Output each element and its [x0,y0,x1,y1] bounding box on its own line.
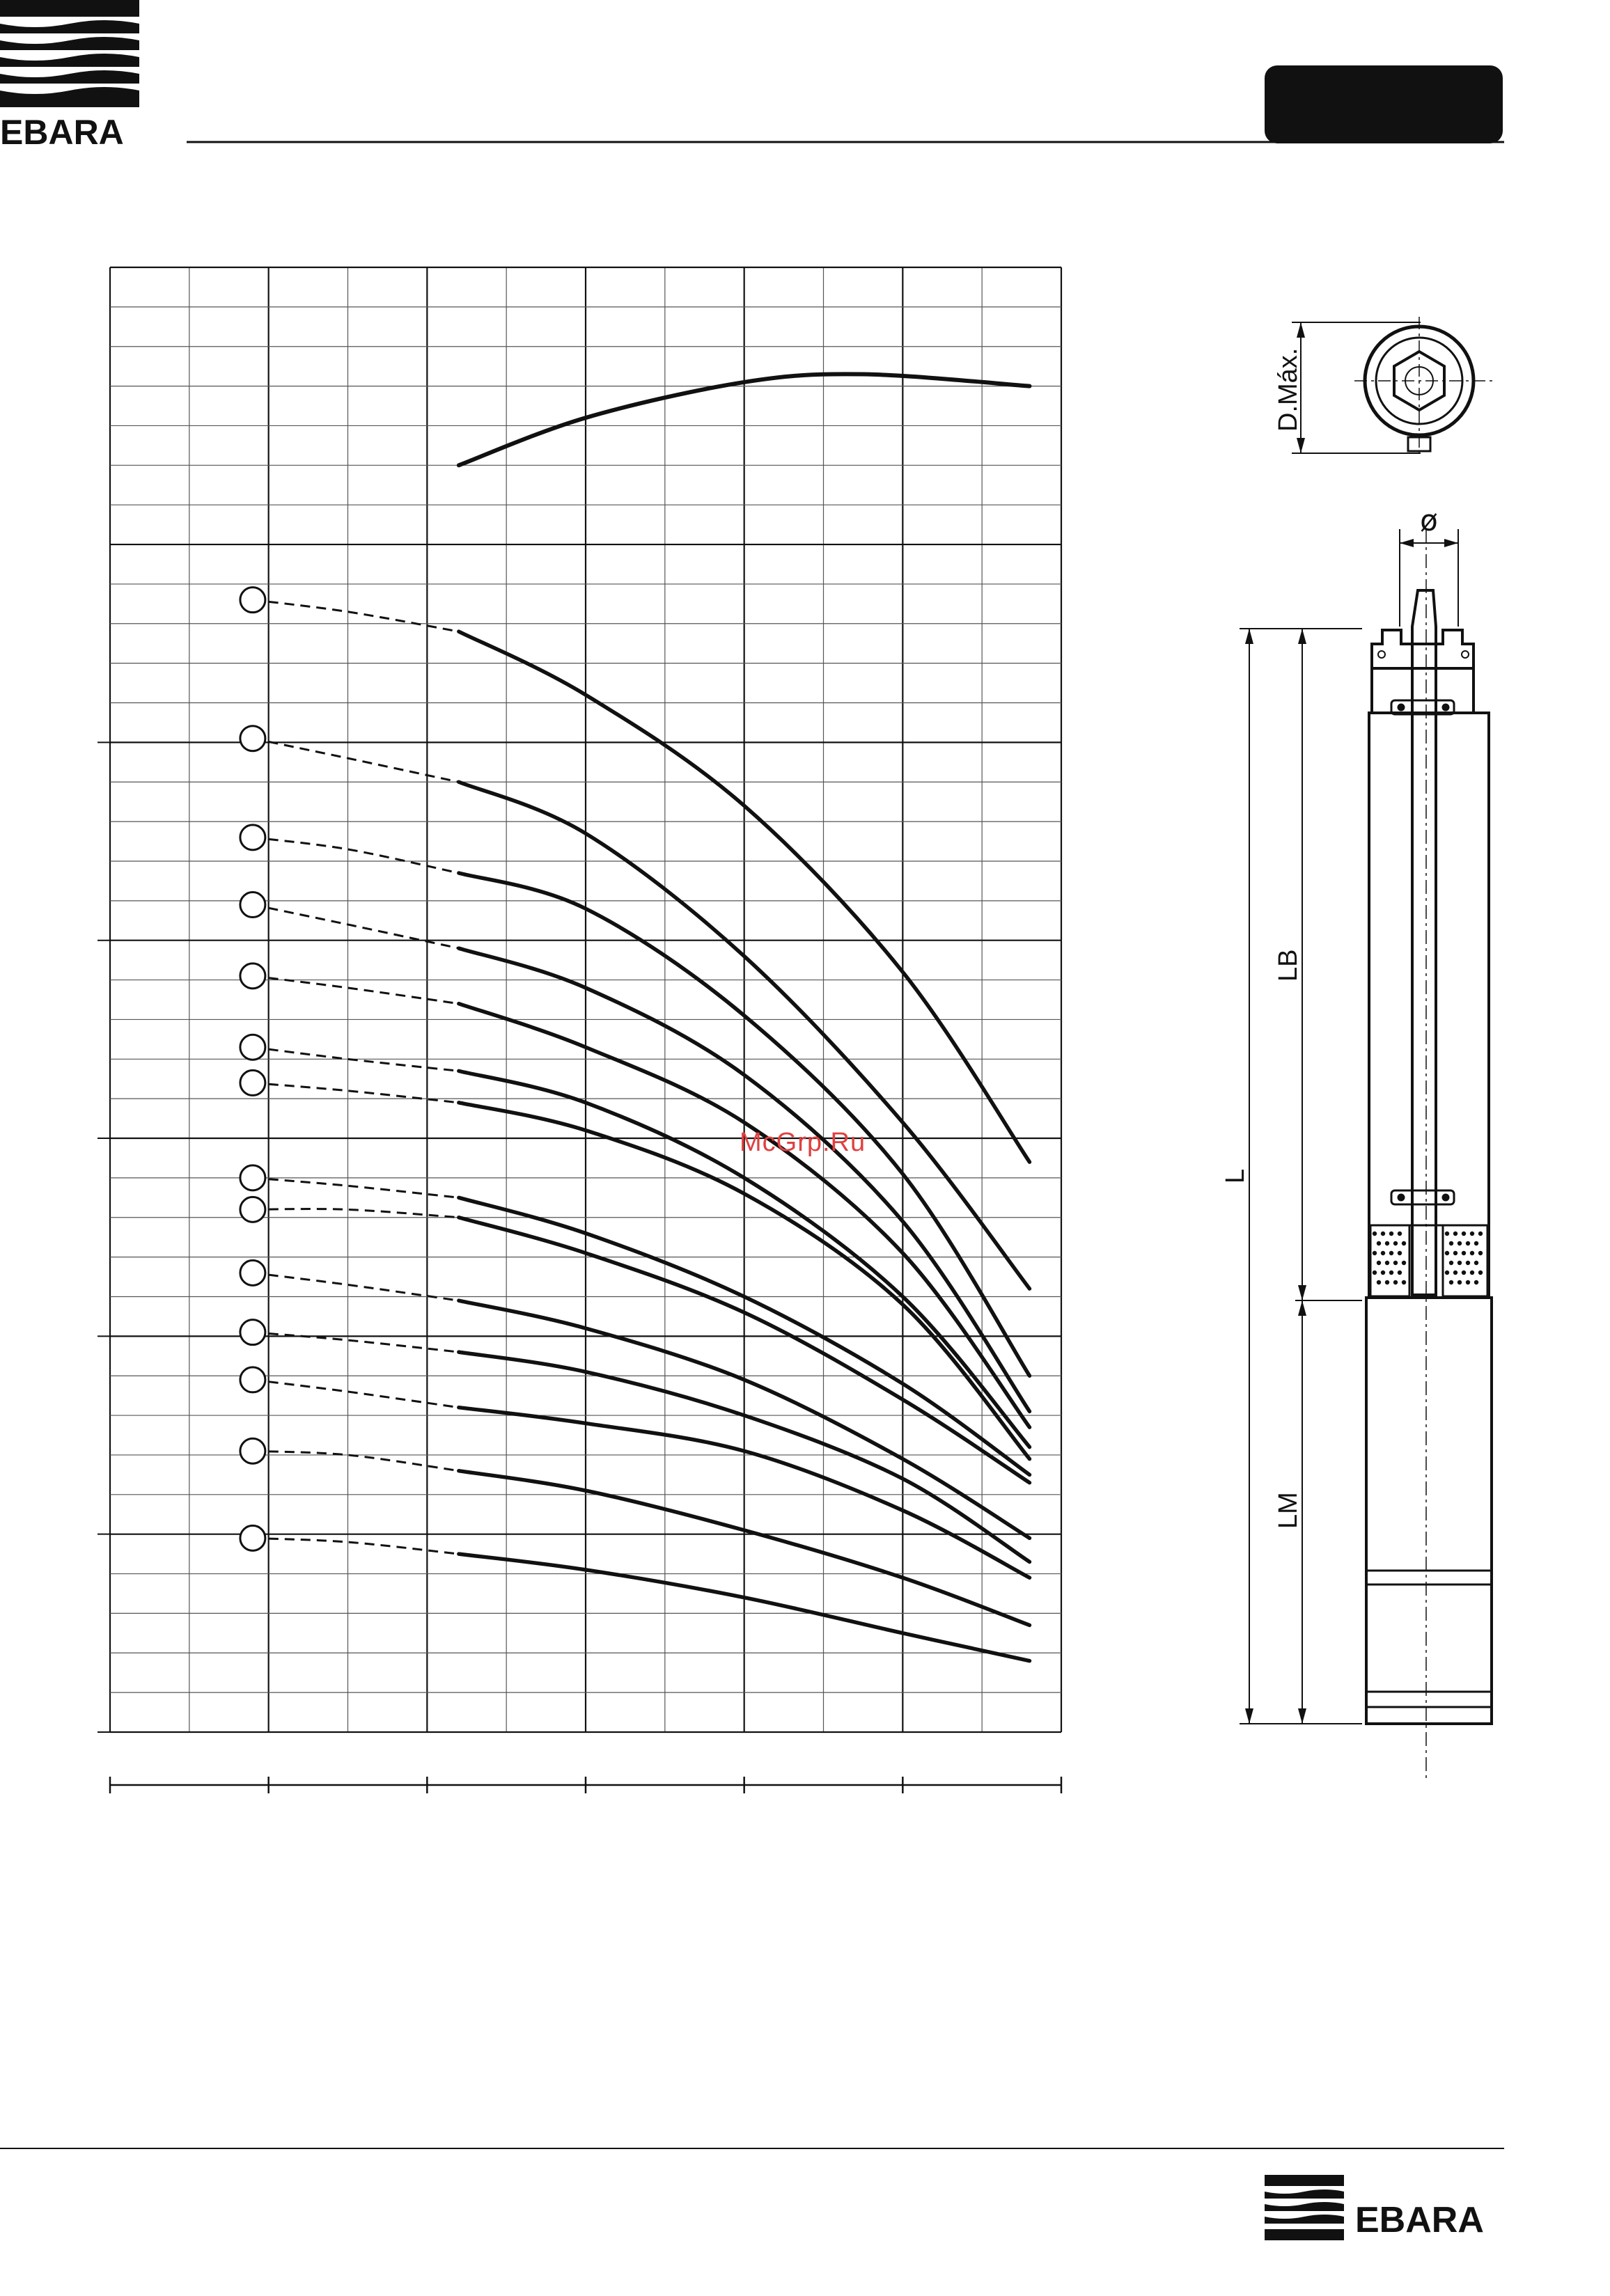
screen-hole [1402,1261,1406,1265]
screen-hole [1449,1261,1453,1265]
head-curve-dashed-12 [253,1380,459,1408]
screen-hole [1445,1232,1449,1236]
screen-hole [1453,1251,1457,1255]
screen-hole [1381,1271,1385,1275]
curve-marker-3 [240,825,265,850]
curve-marker-5 [240,964,265,989]
pump-side-view [1366,529,1492,1782]
screen-hole [1474,1261,1478,1265]
pump-top-view [1292,317,1494,453]
screen-hole [1377,1241,1381,1245]
screen-hole [1478,1251,1483,1255]
screen-hole [1462,1251,1466,1255]
curve-marker-8 [240,1165,265,1190]
screen-hole [1474,1241,1478,1245]
screen-hole [1478,1271,1483,1275]
curve-marker-12 [240,1367,265,1392]
head-curve-dashed-4 [253,905,459,949]
head-curve-dashed-14 [253,1538,459,1554]
screen-hole [1466,1261,1470,1265]
curve-marker-4 [240,893,265,918]
screen-hole [1457,1280,1462,1284]
head-curve-dashed-9 [253,1209,459,1218]
pump-length-dimensions [1240,629,1362,1724]
screen-hole [1381,1232,1385,1236]
ebara-footer-logo-mark [1265,2175,1344,2240]
screen-hole [1393,1280,1398,1284]
screen-hole [1462,1232,1466,1236]
curve-marker-14 [240,1525,265,1550]
dim-label-lm: LM [1274,1492,1303,1529]
screen-hole [1389,1251,1393,1255]
screen-hole [1474,1280,1478,1284]
screen-hole [1449,1241,1453,1245]
screen-hole [1449,1280,1453,1284]
curve-marker-2 [240,726,265,751]
dim-label-diameter: ø [1420,503,1438,537]
head-curve-dashed-3 [253,838,459,873]
header-tab [1265,65,1503,143]
screen-hole [1466,1241,1470,1245]
footer-logo [1265,2175,1484,2240]
footer-logo-text: EBARA [1355,2200,1484,2240]
curve-marker-6 [240,1035,265,1060]
screen-hole [1462,1271,1466,1275]
screen-hole [1398,1232,1402,1236]
dim-label-lb: LB [1274,949,1303,982]
curve-marker-10 [240,1260,265,1285]
screen-hole [1470,1251,1474,1255]
screen-hole [1402,1241,1406,1245]
screen-hole [1453,1271,1457,1275]
screen-hole [1445,1251,1449,1255]
curve-marker-9 [240,1197,265,1222]
screen-hole [1457,1241,1462,1245]
screen-hole [1385,1261,1389,1265]
chart-grid [97,267,1061,1793]
screen-hole [1377,1261,1381,1265]
screen-hole [1470,1232,1474,1236]
screen-hole [1457,1261,1462,1265]
screen-hole [1445,1271,1449,1275]
screen-hole [1398,1271,1402,1275]
ebara-logo-mark [0,0,139,107]
chart-markers [240,588,265,1551]
head-curve-dashed-13 [253,1451,459,1470]
screen-hole [1385,1280,1389,1284]
head-curve-dashed-11 [253,1332,459,1352]
screen-hole [1470,1271,1474,1275]
screen-hole [1373,1251,1377,1255]
screen-hole [1478,1232,1483,1236]
header-logo-text: EBARA [0,113,124,152]
watermark-text: McGrp.Ru [740,1128,866,1157]
screen-hole [1389,1232,1393,1236]
dim-label-dmax: D.Máx. [1274,347,1303,432]
screen-hole [1393,1261,1398,1265]
screen-hole [1373,1271,1377,1275]
screen-hole [1389,1271,1393,1275]
screen-hole [1453,1232,1457,1236]
screen-hole [1466,1280,1470,1284]
head-curve-dashed-7 [253,1083,459,1102]
header-logo [0,0,139,152]
curve-marker-11 [240,1320,265,1345]
head-curve-dashed-2 [253,739,459,783]
curve-marker-13 [240,1438,265,1463]
pump-diameter-dimension [1400,529,1458,627]
performance-chart [97,267,1061,1793]
head-curve-dashed-8 [253,1178,459,1197]
screen-hole [1381,1251,1385,1255]
head-curve-dashed-1 [253,600,459,631]
screen-hole [1398,1251,1402,1255]
curve-marker-7 [240,1070,265,1095]
curve-marker-1 [240,588,265,613]
dim-label-l: L [1221,1168,1250,1184]
screen-hole [1393,1241,1398,1245]
screen-hole [1373,1232,1377,1236]
screen-hole [1402,1280,1406,1284]
screen-hole [1385,1241,1389,1245]
screen-hole [1377,1280,1381,1284]
chart-curves [253,374,1030,1660]
pump-drawing [1221,317,1494,1782]
